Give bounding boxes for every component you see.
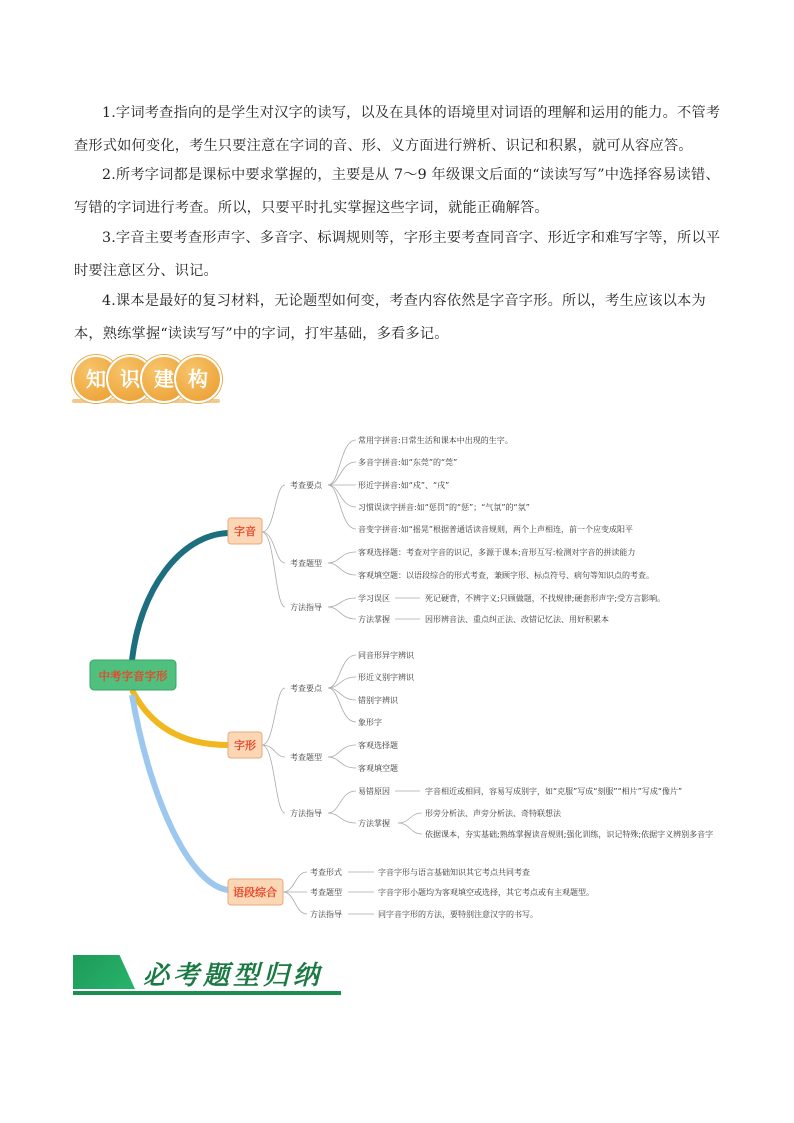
paragraph-2: 2.所考字词都是课标中要求掌握的，主要是从 7～9 年级课文后面的“读读写写”中选择容易读错、写错的字词进行考查。所以，只要平时扎实掌握这些字词，就能正确解答。 — [74, 167, 720, 216]
b1-s3-a-label: 学习误区 — [358, 594, 390, 603]
b3-row-key: 方法指导 — [310, 910, 342, 919]
b2-s3-b-item: 依据课本，夯实基础;熟练掌握读音规则;强化训练，识记特殊;依据字义辨别多音字 — [425, 830, 714, 839]
b2-s1-item: 同音形异字辨识 — [358, 651, 414, 660]
b1-s3-a-text: 死记硬背，不辨字义;只顾做题，不找规律;硬套形声字;受方言影响。 — [425, 594, 666, 603]
b2-s3-a-label: 易错原因 — [358, 787, 390, 796]
b1-s3-b-text: 因形辨音法、重点纠正法、改错记忆法、用好积累本 — [425, 615, 609, 624]
heading-char-4: 构 — [174, 355, 222, 403]
paragraph-1: 1.字词考查指向的是学生对汉字的读写，以及在具体的语境里对词语的理解和运用的能力。不管考查形式如何变化，考生只要注意在字词的音、形、义方面进行辨析、识记和积累，就可从容应答。 — [74, 105, 721, 154]
root-label: 中考字音字形 — [98, 669, 168, 683]
b1-s2-label: 考查题型 — [290, 559, 322, 568]
paragraph-3: 3.字音主要考查形声字、多音字、标调规则等，字形主要考查同音字、形近字和难写字等，所以平时要注意区分、识记。 — [74, 230, 721, 279]
b1-s1-item: 形近字拼音:如“戍”、“戌” — [358, 481, 450, 490]
heading-char-1: 知 — [72, 355, 120, 403]
b1-s2-item: 客观填空题：以语段综合的形式考查，兼顾字形、标点符号、病句等知识点的考查。 — [358, 571, 654, 580]
b2-s2-item: 客观选择题 — [358, 741, 398, 750]
heading-char-3: 建 — [140, 355, 188, 403]
b2-s3-b-item: 形旁分析法、声旁分析法、奇特联想法 — [425, 809, 561, 818]
b1-s2-item: 客观选择题：考查对字音的识记，多源于课本;音形互写:检测对字音的拼读能力 — [358, 548, 636, 557]
heading-char-2: 识 — [106, 355, 154, 403]
b2-s1-item: 形近义别字辨识 — [358, 673, 414, 682]
node-zi-yin-label: 字音 — [234, 525, 256, 538]
branch-line-zi-yin — [132, 533, 228, 660]
b3-row-value: 字音字形小题均为客观填空或选择，其它考点或有主观题型。 — [378, 888, 594, 897]
b2-s2-label: 考查题型 — [290, 753, 322, 762]
b3-row-key: 考查形式 — [310, 868, 342, 877]
b2-s3-b-label: 方法掌握 — [358, 819, 390, 828]
b1-s1-item: 常用字拼音:日常生活和课本中出现的生字。 — [358, 436, 513, 445]
b2-s3-a-text: 字音相近或相同，容易写成别字，如“克服”写成“刻服”“相片”写成“像片” — [425, 787, 683, 796]
banner-green-block — [73, 955, 135, 989]
b3-row-value: 同字音字形的方法，要特别注意汉字的书写。 — [378, 910, 538, 919]
b1-s3-label: 方法指导 — [290, 603, 322, 612]
b2-s2-item: 客观填空题 — [358, 764, 398, 773]
b2-s1-label: 考查要点 — [290, 684, 322, 693]
b3-row-key: 考查题型 — [310, 888, 342, 897]
b1-s1-label: 考查要点 — [290, 481, 322, 490]
b3-row-value: 字音字形与语言基础知识其它考点共同考查 — [378, 868, 530, 877]
paragraph-4: 4.课本是最好的复习材料，无论题型如何变，考查内容依然是字音字形。所以，考生应该以本为本，熟练掌握“读读写写”中的字词，打牢基础，多看多记。 — [74, 293, 706, 342]
node-zi-xing-label: 字形 — [234, 739, 256, 752]
b2-s3-label: 方法指导 — [290, 809, 322, 818]
b2-s1-item: 象形字 — [358, 718, 382, 727]
mindmap — [0, 420, 794, 920]
b1-s3-b-label: 方法掌握 — [358, 615, 390, 624]
b1-s1-item: 习惯误读字拼音:如“惩罚”的“惩”；“气氛”的“氛” — [358, 503, 530, 512]
b2-s1-item: 错别字辨识 — [358, 696, 398, 705]
branch-line-yu-duan — [132, 695, 228, 890]
b1-s1-item: 音变字拼音:如“摇晃”根据普通话读音规则，两个上声相连，前一个应变成阳平 — [358, 525, 633, 534]
section-heading-question-types — [73, 955, 341, 997]
branch-line-zi-xing — [132, 690, 228, 745]
b1-s1-item: 多音字拼音:如“东莞”的“莞” — [358, 458, 458, 467]
node-yu-duan-label: 语段综合 — [233, 886, 277, 899]
banner-title: 必考题型归纳 — [143, 961, 324, 991]
